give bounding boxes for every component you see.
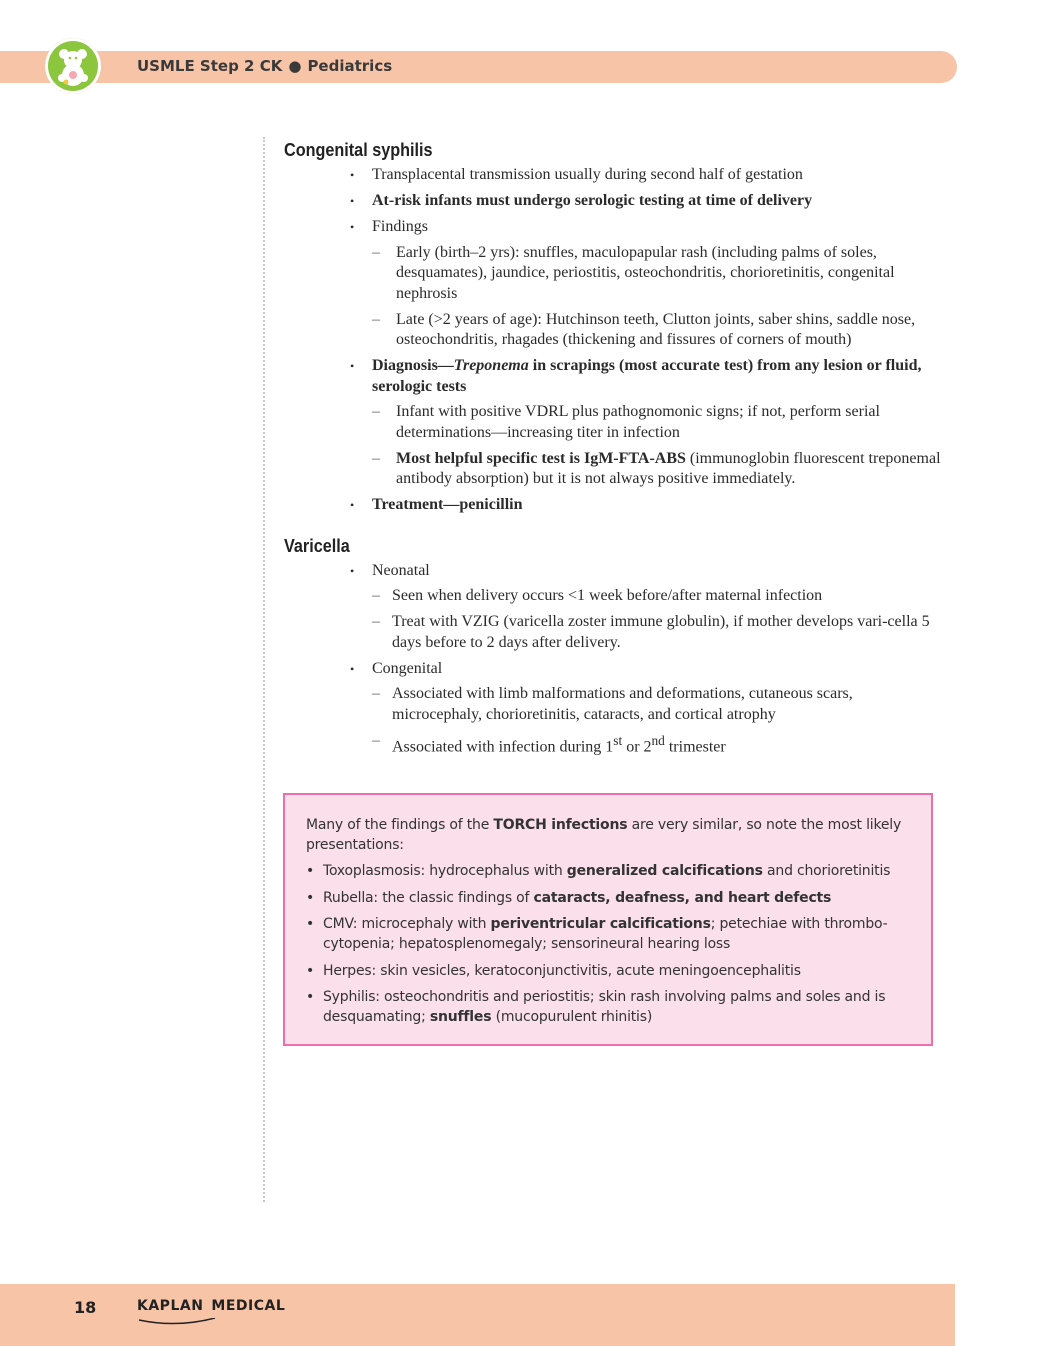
varicella-section	[284, 536, 944, 758]
teddy-bear-icon	[45, 38, 101, 94]
list-item: • CMV: microcephaly with periventricular calcifications; petechiae with thrombo-cytopenia; hepatosplenomegaly; sensorineural hearing loss	[323, 914, 911, 954]
syphilis-list	[284, 165, 944, 516]
book-title: USMLE Step 2 CK	[137, 57, 283, 75]
brand-swoosh-icon	[137, 1318, 217, 1326]
margin-divider	[263, 137, 265, 1202]
kaplan-medical-logo	[137, 1298, 285, 1314]
torch-callout-box	[283, 793, 933, 1046]
sub-list-item: – Most helpful specific test is IgM-FTA-ABS (immunoglobin fluorescent treponemal antibody absorption) but it is not always positive immediately.	[396, 449, 944, 490]
brand-suffix: MEDICAL	[211, 1298, 286, 1314]
heading-congenital-syphilis: Congenital syphilis	[284, 140, 433, 160]
callout-intro: Many of the findings of the TORCH infections are very similar, so note the most likely presentations:	[306, 817, 902, 853]
list-item: • Transplacental transmission usually during second half of gestation	[372, 165, 944, 186]
running-header	[137, 57, 392, 75]
page-number: 18	[74, 1298, 97, 1317]
sub-list-item: – Seen when delivery occurs <1 week before/after maternal infection	[392, 586, 944, 607]
heading-varicella: Varicella	[284, 535, 350, 556]
sub-list	[372, 243, 944, 351]
subject-title: Pediatrics	[307, 57, 393, 75]
list-item: • Toxoplasmosis: hydrocephalus with generalized calcifications and chorioretinitis	[323, 861, 911, 881]
brand-name: KAPLAN	[137, 1298, 204, 1314]
list-item: • Herpes: skin vesicles, keratoconjunctivitis, acute meningoencephalitis	[323, 961, 911, 981]
list-item: • Findings – Early (birth–2 yrs): snuffles, maculopapular rash (including palms of soles, desquamates), jaundice, periostitis, osteochondritis, chorioretinitis, congenital nephrosis – Late (>2 years of age): Hutchinson teeth, Clutton joints, saber shins, saddle nose, osteochondritis, rhagades (thickening and fissures of corners of mouth)	[372, 217, 944, 351]
footer-band	[0, 1284, 955, 1346]
sub-list-item: – Early (birth–2 yrs): snuffles, maculopapular rash (including palms of soles, desquamates), jaundice, periostitis, osteochondritis, chorioretinitis, congenital nephrosis	[396, 243, 944, 305]
list-item: • At-risk infants must undergo serologic testing at time of delivery	[372, 191, 944, 212]
list-item: • Diagnosis—Treponema in scrapings (most accurate test) from any lesion or fluid, serologic tests – Infant with positive VDRL plus pathognomonic signs; if not, perform serial determinations—increasing titer in infection – Most helpful specific test is IgM-FTA-ABS (immunoglobin fluorescent treponemal antibody absorption) but it is not always positive immediately.	[372, 356, 944, 490]
list-item: • Syphilis: osteochondritis and periostitis; skin rash involving palms and soles and is desquamating; snuffles (mucopurulent rhinitis)	[323, 987, 911, 1027]
sub-list-item: – Late (>2 years of age): Hutchinson teeth, Clutton joints, saber shins, saddle nose, osteochondritis, rhagades (thickening and fissures of corners of mouth)	[396, 310, 944, 351]
sub-list-item: – Infant with positive VDRL plus pathognomonic signs; if not, perform serial determinations—increasing titer in infection	[396, 402, 944, 443]
sub-list-item: – Treat with VZIG (varicella zoster immune globulin), if mother develops vari-cella 5 days before to 2 days after delivery.	[392, 612, 944, 653]
main-content	[284, 140, 944, 763]
sub-list	[372, 586, 944, 653]
sub-list	[372, 402, 944, 490]
torch-list	[306, 861, 911, 1027]
sub-list-item: – Associated with infection during 1st or 2nd trimester	[392, 731, 944, 758]
sub-list-item: – Associated with limb malformations and deformations, cutaneous scars, microcephaly, chorioretinitis, cataracts, and cortical atrophy	[392, 684, 944, 725]
sub-list	[372, 684, 944, 757]
list-item: • Treatment—penicillin	[372, 495, 944, 516]
list-item: • Rubella: the classic findings of cataracts, deafness, and heart defects	[323, 888, 911, 908]
separator-dot: ●	[288, 57, 302, 75]
list-item: • Congenital – Associated with limb malformations and deformations, cutaneous scars, microcephaly, chorioretinitis, cataracts, and cortical atrophy – Associated with infection during 1st or 2nd trimester	[372, 659, 944, 758]
list-item: • Neonatal – Seen when delivery occurs <1 week before/after maternal infection – Treat with VZIG (varicella zoster immune globulin), if mother develops vari-cella 5 days before to 2 days after delivery.	[372, 561, 944, 654]
varicella-list	[284, 561, 944, 758]
